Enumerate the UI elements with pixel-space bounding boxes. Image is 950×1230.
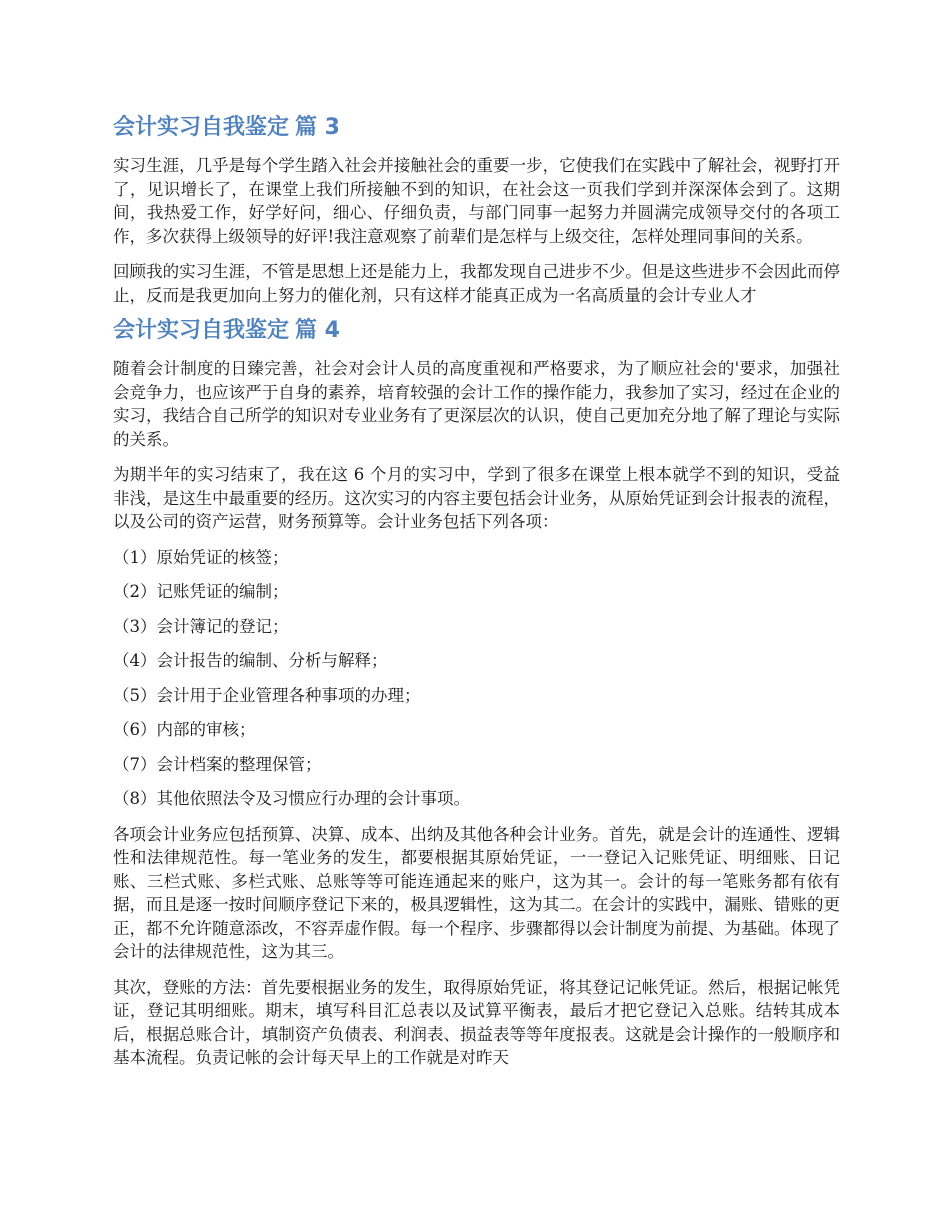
list-item: （4）会计报告的编制、分析与解释； <box>113 651 388 670</box>
list-item: （2）记账凭证的编制； <box>113 582 289 601</box>
section-4-paragraph-2: 为期半年的实习结束了，我在这 6 个月的实习中，学到了很多在课堂上根本就学不到的知识，受益非浅，是这生中最重要的经历。这次实习的内容主要包括会计业务，从原始凭证到会计报表的流程，以及公司的资产运营，财务预算等。会计业务包括下列各项： <box>113 465 840 531</box>
section-4-paragraph-3: 各项会计业务应包括预算、决算、成本、出纳及其他各种会计业务。首先，就是会计的连通性、逻辑性和法律规范性。每一笔业务的发生，都要根据其原始凭证，一一登记入记账凭证、明细账、日记账、三栏式账、多栏式账、总账等等可能连通起来的账户，这为其一。会计的每一笔账务都有依有据，而且是逐一按时间顺序登记下来的，极具逻辑性，这为其二。在会计的实践中，漏账、错账的更正，都不允许随意添改，不容弄虚作假。每一个程序、步骤都得以会计制度为前提、为基础。体现了会计的法律规范性，这为其三。 <box>113 824 840 961</box>
list-item: （5）会计用于企业管理各种事项的办理； <box>113 685 421 705</box>
section-3-number: 篇 3 <box>295 115 340 140</box>
section-3-paragraph-2: 回顾我的实习生涯，不管是思想上还是能力上，我都发现自己进步不少。但是这些进步不会因此而停止，反而是我更加向上努力的催化剂，只有这样才能真正成为一名高质量的会计专业人才 <box>113 262 840 305</box>
section-4-paragraph-4: 其次，登账的方法：首先要根据业务的发生，取得原始凭证，将其登记记帐凭证。然后，根据记帐凭证，登记其明细账。期末，填写科目汇总表以及试算平衡表，最后才把它登记入总账。结转其成本后，根据总账合计，填制资产负债表、利润表、损益表等等年度报表。这就是会计操作的一般顺序和基本流程。负责记帐的会计每天早上的工作就是对昨天 <box>113 977 840 1067</box>
section-3-title: 会计实习自我鉴定 <box>113 115 290 140</box>
section-4-paragraph-1: 随着会计制度的日臻完善，社会对会计人员的高度重视和严格要求，为了顺应社会的'要求，加强社会竞争力，也应该严于自身的素养，培育较强的会计工作的操作能力，我参加了实习，经过在企业的实习，我结合自己所学的知识对专业业务有了更深层次的认识，使自己更加充分地了解了理论与实际的关系。 <box>113 359 840 449</box>
list-item: （3）会计簿记的登记； <box>113 616 289 636</box>
list-item: （1）原始凭证的核签； <box>113 547 289 567</box>
section-3-paragraph-1: 实习生涯，几乎是每个学生踏入社会并接触社会的重要一步，它使我们在实践中了解社会，视野打开了，见识增长了，在课堂上我们所接触不到的知识，在社会这一页我们学到并深深体会到了。这期间，我热爱工作，好学好问，细心、仔细负责，与部门同事一起努力并圆满完成领导交付的各项工作，多次获得上级领导的好评!我注意观察了前辈们是怎样与上级交往，怎样处理同事间的关系。 <box>113 156 840 246</box>
list-item: （8）其他依照法令及习惯应行办理的会计事项。 <box>113 789 470 808</box>
list-item: （6）内部的审核； <box>113 720 256 739</box>
document-page <box>113 108 840 1070</box>
section-3-heading <box>113 108 840 148</box>
accounting-tasks-list <box>113 546 840 811</box>
section-4-number: 篇 4 <box>295 318 340 343</box>
list-item: （7）会计档案的整理保管； <box>113 754 322 774</box>
section-4-heading <box>113 311 840 351</box>
section-4-title: 会计实习自我鉴定 <box>113 318 290 343</box>
